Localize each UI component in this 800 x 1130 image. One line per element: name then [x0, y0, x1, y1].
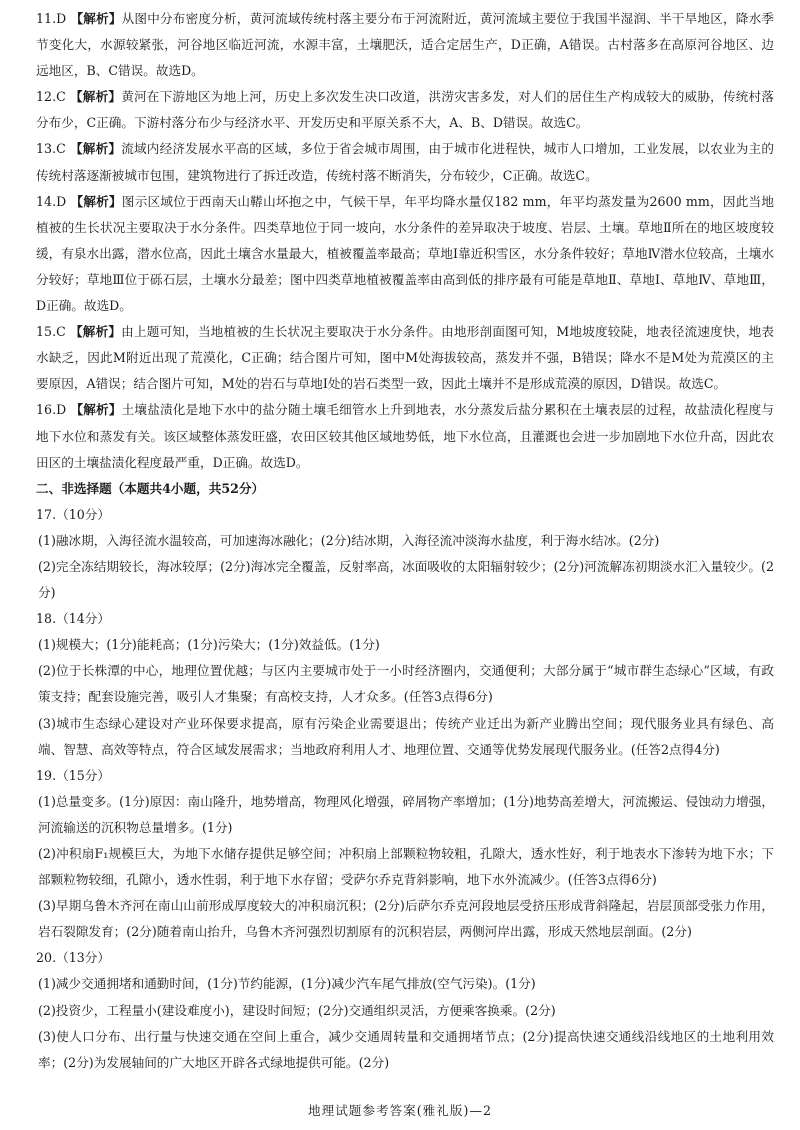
- answer-text: 黄河在下游地区为地上河，历史上多次发生决口改道，洪涝灾害多发，对人们的居住生产构成较大的威胁，传统村落分布少，C正确。下游村落分布少与经济水平、开发历史和平原关系不大，A、B、D错误。故选C。: [36, 89, 774, 131]
- page-footer: 地理试题参考答案(雅礼版)—2: [308, 1103, 492, 1118]
- analysis-tag: 【解析】: [70, 402, 122, 418]
- question-head: 20.（13分）: [36, 950, 110, 966]
- question-part: (2)位于长株潭的中心，地理位置优越；与区内主要城市处于一小时经济圈内，交通便利；大部分属于“城市群生态绿心”区域，有政策支持；配套设施完善，吸引人才集聚；有高校支持，人才众多。(任答3点得6分): [38, 663, 774, 705]
- question-part: (2)冲积扇F₁规模巨大，为地下水储存提供足够空间；冲积扇上部颗粒物较粗，孔隙大，透水性好，利于地表水下渗转为地下水；下部颗粒物较细，孔隙小，透水性弱，利于地下水存留；受萨尔乔克背斜影响，地下水外流减少。(任答3点得6分): [38, 846, 774, 888]
- question-20: [36, 945, 774, 1075]
- question-18: [36, 606, 774, 763]
- question-19: [36, 763, 774, 946]
- answer-text: 图示区域位于西南天山鞯山坏抱之中，气候干旱，年平均降水量仅182 mm，年平均蒸发量为2600 mm，因此当地植被的生长状况主要取决于水分条件。四类草地位于同一坡向，水分条件的差异取决于坡度、岩层、土壤。草地Ⅱ所在的地区坡度较缓，有泉水出露，潜水位高，因此土壤含水量最大，植被覆盖率最高；草地Ⅰ靠近积雪区，水分条件较好；草地Ⅳ潜水位较高，土壤水分较好；草地Ⅲ位于砾石层，土壤水分最差；图中四类草地植被覆盖率由高到低的排序最有可能是草地Ⅱ、草地Ⅰ、草地Ⅳ、草地Ⅲ，D正确。故选D。: [36, 193, 774, 314]
- question-part: (3)使人口分布、出行量与快速交通在空间上重合，减少交通周转量和交通拥堵节点；(2分)提高快速交通线沿线地区的土地利用效率；(2分)为发展轴间的广大地区开辟各式绿地提供可能。(2分): [38, 1028, 774, 1070]
- answer-key-page: [36, 6, 774, 1076]
- question-part: (3)早期乌鲁木齐河在南山山前形成厚度较大的冲积扇沉积；(2分)后萨尔乔克河段地层受挤压形成背斜隆起，岩层顶部受张力作用，岩石裂隙发育；(2分)随着南山抬升，乌鲁木齐河强烈切割原有的沉积岩层，两侧河岸出露，形成天然地层剖面。(2分): [38, 898, 774, 940]
- answer-number: 14.D: [36, 193, 67, 209]
- question-head: 18.（14分）: [36, 611, 110, 627]
- mc-answer-11: [36, 6, 774, 84]
- question-part: (1)融冰期，入海径流水温较高，可加速海冰融化；(2分)结冰期，入海径流冲淡海水盐度，利于海水结冰。(2分): [38, 532, 660, 548]
- question-head: 17.（10分）: [36, 506, 110, 522]
- answer-text: 从图中分布密度分析，黄河流域传统村落主要分布于河流附近，黄河流域主要位于我国半湿润、半干旱地区，降水季节变化大，水源较紧张，河谷地区临近河流，水源丰富，土壤肥沃，适合定居生产，D正确，A错误。古村落多在高原河谷地区、边远地区，B、C错误。故选D。: [36, 11, 774, 79]
- mc-answer-13: [36, 136, 774, 188]
- question-part: (2)完全冻结期较长，海冰较厚；(2分)海冰完全覆盖，反射率高，冰面吸收的太阳辐射较少；(2分)河流解冻初期淡水汇入量较少。(2分): [38, 558, 774, 601]
- analysis-tag: 【解析】: [69, 324, 122, 340]
- answer-number: 12.C: [36, 89, 66, 105]
- question-part: (1)总量变多。(1分)原因：南山隆升，地势增高，物理风化增强，碎屑物产率增加；(1分)地势高差增大，河流搬运、侵蚀动力增强，河流输送的沉积物总量增多。(1分): [38, 793, 774, 835]
- answer-text: 土壤盐渍化是地下水中的盐分随土壤毛细管水上升到地表，水分蒸发后盐分累积在土壤表层的过程，故盐渍化程度与地下水位和蒸发有关。该区域整体蒸发旺盛，农田区较其他区域地势低，地下水位高，且灌溉也会进一步加剧地下水位升高，因此农田区的土壤盐渍化程度最严重，D正确。故选D。: [36, 402, 774, 470]
- question-part: (3)城市生态绿心建设对产业环保要求提高，原有污染企业需要退出；传统产业迁出为新产业腾出空间；现代服务业具有绿色、高端、智慧、高效等特点，符合区域发展需求；当地政府利用人才、地理位置、交通等优势发展现代服务业。(任答2点得4分): [38, 715, 774, 757]
- analysis-tag: 【解析】: [70, 193, 122, 209]
- mc-answers: [36, 6, 774, 476]
- question-part: (1)规模大；(1分)能耗高；(1分)污染大；(1分)效益低。(1分): [38, 637, 380, 653]
- answer-number: 13.C: [36, 141, 66, 157]
- mc-answer-12: [36, 84, 774, 136]
- section-title: 二、非选择题（本题共4小题，共52分）: [36, 480, 265, 496]
- answer-number: 11.D: [36, 11, 67, 26]
- question-17: [36, 502, 774, 606]
- analysis-tag: 【解析】: [69, 89, 122, 105]
- answer-number: 15.C: [36, 324, 66, 340]
- question-head: 19.（15分）: [36, 767, 110, 783]
- mc-answer-16: [36, 397, 774, 475]
- mc-answer-15: [36, 319, 774, 397]
- analysis-tag: 【解析】: [70, 11, 122, 26]
- question-part: (1)减少交通拥堵和通勤时间，(1分)节约能源，(1分)减少汽车尾气排放(空气污染)。(1分): [38, 976, 536, 992]
- answer-text: 流域内经济发展水平高的区域，多位于省会城市周围，由于城市化进程快，城市人口增加，工业发展，以农业为主的传统村落逐渐被城市包围，建筑物进行了拆迁改造，传统村落不断消失，分布较少，C正确。故选C。: [36, 141, 774, 183]
- mc-answer-14: [36, 189, 774, 319]
- answer-number: 16.D: [36, 402, 67, 418]
- question-part: (2)投资少，工程量小(建设难度小)，建设时间短；(2分)交通组织灵活，方便乘客换乘。(2分): [38, 1002, 556, 1018]
- answer-text: 由上题可知，当地植被的生长状况主要取决于水分条件。由地形剖面图可知，M地坡度较陡，地表径流速度快，地表水缺乏，因此M附近出现了荒漠化，C正确；结合图片可知，图中M处海拔较高，蒸发并不强，B错误；降水不是M处为荒漠区的主要原因，A错误；结合图片可知，M处的岩石与草地Ⅰ处的岩石类型一致，因此土壤并不是形成荒漠的原因，D错误。故选C。: [36, 324, 774, 392]
- analysis-tag: 【解析】: [69, 141, 122, 157]
